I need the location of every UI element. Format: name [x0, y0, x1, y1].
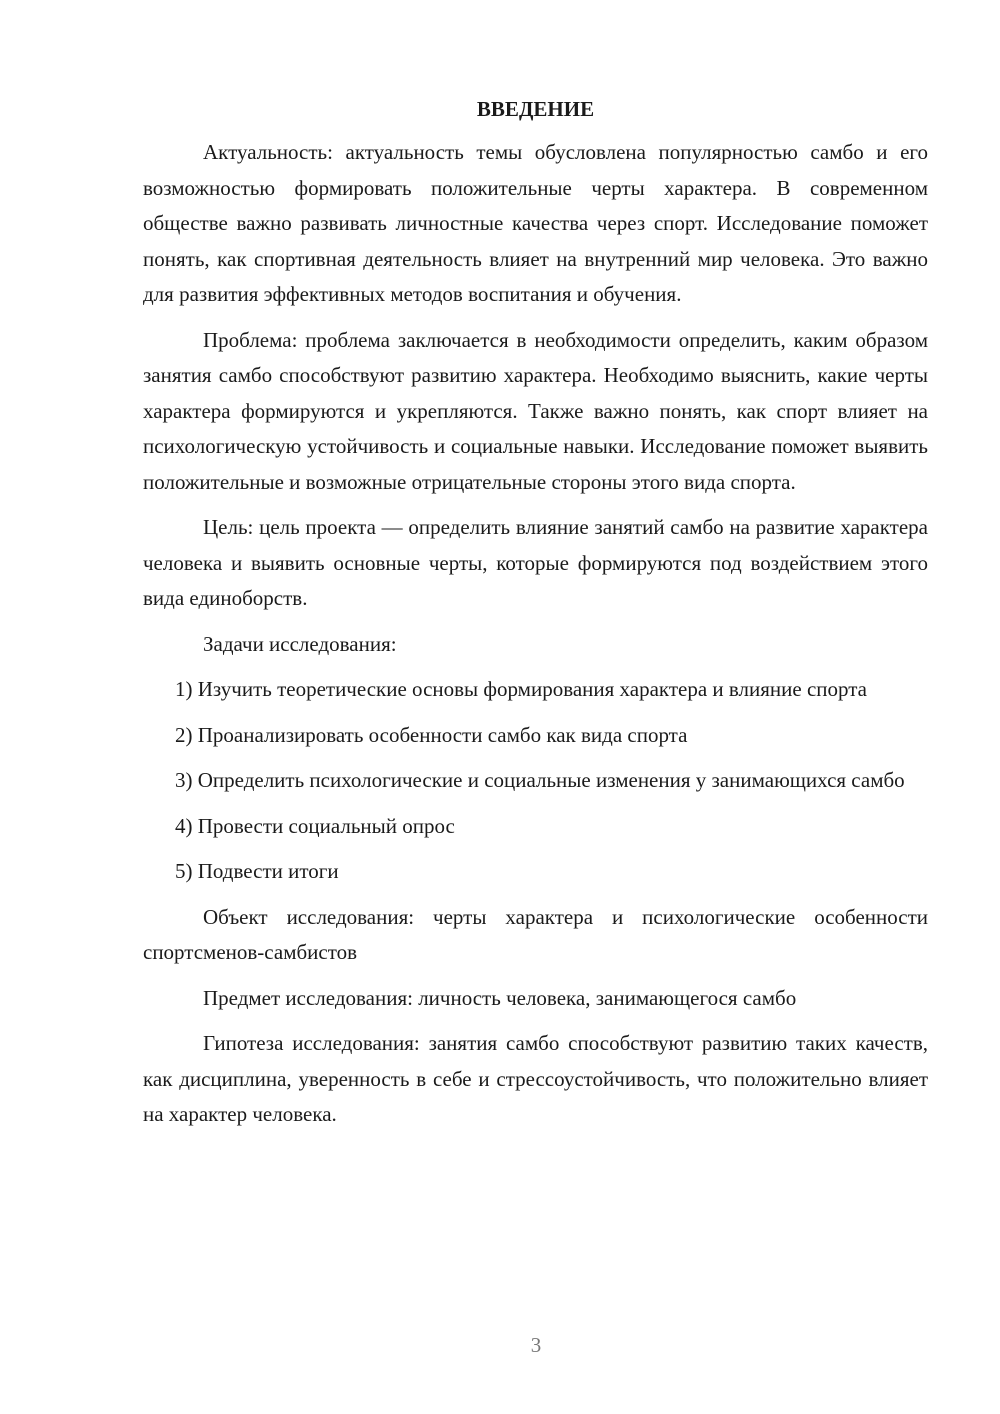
task-item-2: 2) Проанализировать особенности самбо как вида спорта: [175, 722, 688, 747]
page-number: 3: [530, 1333, 542, 1357]
task-item-5: 5) Подвести итоги: [175, 859, 339, 883]
paragraph-hypothesis: Гипотеза исследования: занятия самбо способствуют развитию таких качеств, как дисциплина, уверенность в себе и стрессоустойчивость, что положительно влияет на характер человека.: [143, 1031, 928, 1126]
paragraph-subject: Предмет исследования: личность человека, занимающегося самбо: [203, 985, 797, 1010]
paragraph-goal: Цель: цель проекта — определить влияние занятий самбо на развитие характера человека и выявить основные черты, которые формируются под воздействием этого вида единоборств.: [143, 515, 928, 610]
page-content: [143, 92, 928, 1143]
paragraph-relevance: Актуальность: актуальность темы обусловлена популярностью самбо и его возможностью формировать положительные черты характера. В современном обществе важно развивать личностные качества через спорт. Исследование поможет понять, как спортивная деятельность влияет на внутренний мир человека. Это важно для развития эффективных методов воспитания и обучения.: [143, 140, 928, 306]
task-item-3: 3) Определить психологические и социальные изменения у занимающихся самбо: [175, 768, 905, 792]
section-title: ВВЕДЕНИЕ: [476, 97, 595, 121]
paragraph-tasks-heading: Задачи исследования:: [203, 631, 397, 656]
task-item-4: 4) Провести социальный опрос: [175, 813, 455, 838]
paragraph-problem: Проблема: проблема заключается в необходимости определить, каким образом занятия самбо способствуют развитию характера. Необходимо выяснить, какие черты характера формируются и укрепляются. Также важно понять, как спорт влияет на психологическую устойчивость и социальные навыки. Исследование поможет выявить положительные и возможные отрицательные стороны этого вида спорта.: [143, 327, 928, 494]
paragraph-object: Объект исследования: черты характера и психологические особенности спортсменов-самбистов: [143, 904, 928, 964]
task-item-1: 1) Изучить теоретические основы формирования характера и влияние спорта: [175, 677, 868, 701]
